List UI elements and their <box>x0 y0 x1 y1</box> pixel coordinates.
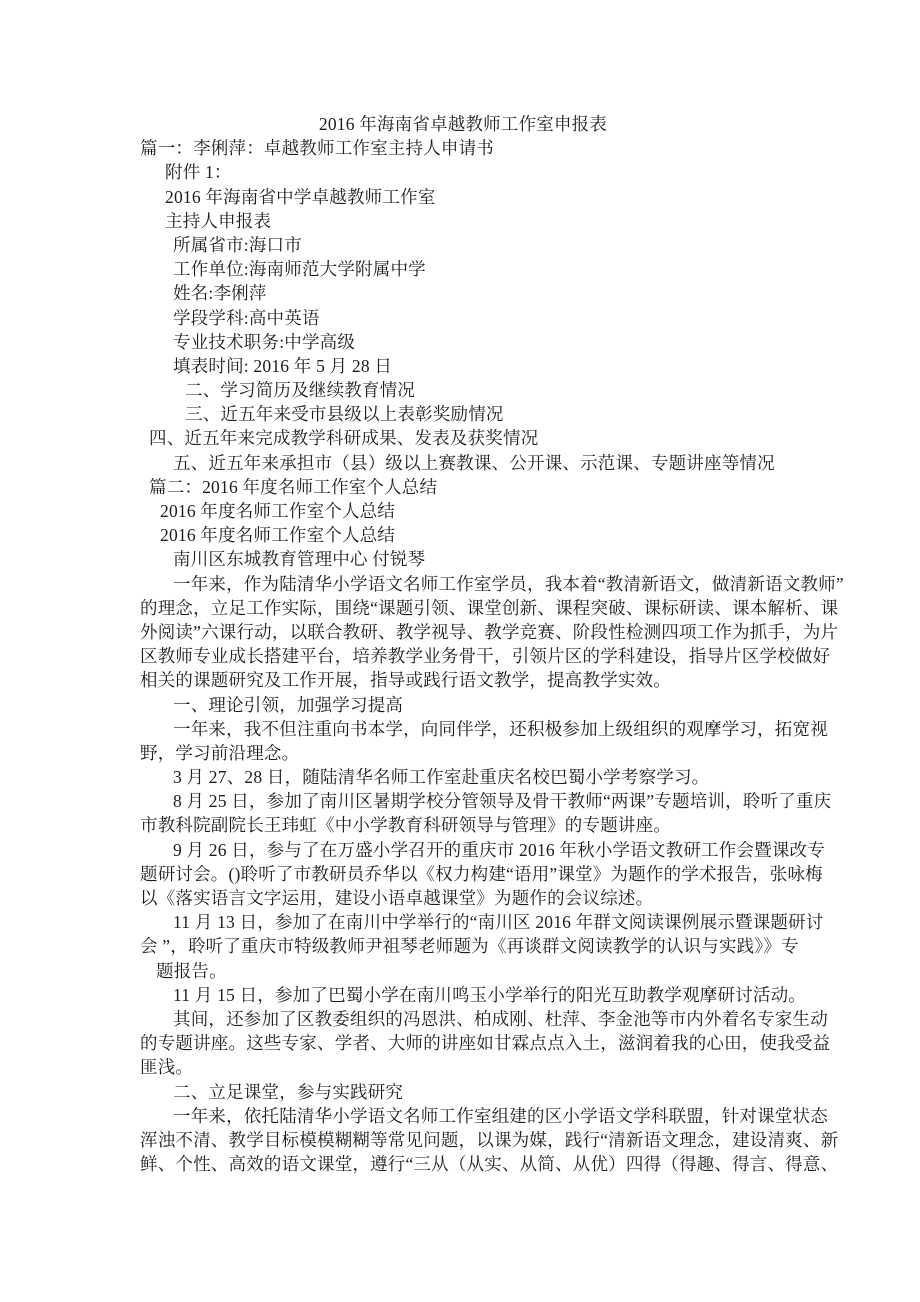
text-line: 2016 年度名师工作室个人总结 <box>160 501 396 521</box>
text-line: 匪浅。 <box>140 1057 194 1078</box>
text-line: 浑浊不清、教学目标模模糊糊等常见问题，以课为媒，践行“清新语文理念，建设清爽、新 <box>140 1129 839 1150</box>
text-line: 填表时间: 2016 年 5 月 28 日 <box>173 355 393 376</box>
text-line: 学段学科:高中英语 <box>173 307 320 328</box>
text-line: 专业技术职务:中学高级 <box>173 331 356 352</box>
text-line: 会 ”，聆听了重庆市特级教师尹祖琴老师题为《再谈群文阅读教学的认识与实践》》专 <box>140 936 799 957</box>
text-line: 相关的课题研究及工作开展，指导或践行语文教学，提高教学实效。 <box>140 670 671 691</box>
text-line: 区教师专业成长搭建平台，培养教学业务骨干，引领片区的学科建设，指导片区学校做好 <box>140 646 831 667</box>
document-title: 2016 年海南省卓越教师工作室申报表 <box>318 114 608 134</box>
text-line: 一年来，作为陆清华小学语文名师工作室学员，我本着“教清新语文，做清新语文教师” <box>173 573 844 594</box>
text-line: 五、近五年来承担市（县）级以上赛教课、公开课、示范课、专题讲座等情况 <box>173 452 775 473</box>
text-line: 野，学习前沿理念。 <box>140 742 300 763</box>
text-line: 主持人申报表 <box>165 210 272 231</box>
text-line: 的专题讲座。这些专家、学者、大师的讲座如甘霖点点入土，滋润着我的心田，使我受益 <box>140 1033 831 1054</box>
text-line: 市教科院副院长王玮虹《中小学教育科研领导与管理》的专题讲座。 <box>140 815 671 836</box>
text-line: 的理念，立足工作实际，围绕“课题引领、课堂创新、课程突破、课标研读、课本解析、课 <box>140 597 839 618</box>
text-line: 以《落实语言文字运用，建设小语卓越课堂》为题作的会议综述。 <box>140 888 654 908</box>
text-line: 题报告。 <box>156 960 227 981</box>
text-line: 其间，还参加了区教委组织的冯恩洪、柏成刚、杜萍、李金池等市内外着名专家生动 <box>173 1008 828 1029</box>
text-line: 2016 年度名师工作室个人总结 <box>160 525 396 546</box>
text-line: 一、理论引领，加强学习提高 <box>173 694 404 715</box>
text-line: 8 月 25 日，参加了南川区暑期学校分管领导及骨干教师“两课”专题培训，聆听了重庆 <box>173 791 832 812</box>
text-line: 9 月 26 日，参与了在万盛小学召开的重庆市 2016 年秋小学语文教研工作会暨课改专 <box>173 839 825 860</box>
text-line: 附件 1： <box>165 162 232 183</box>
document-body <box>140 112 844 1176</box>
text-line: 一年来，我不但注重向书本学，向同伴学，还积极参加上级组织的观摩学习，拓宽视 <box>173 718 828 739</box>
text-line: 11 月 13 日，参加了在南川中学举行的“南川区 2016 年群文阅读课例展示暨课题研讨 <box>173 912 824 933</box>
text-line: 四、近五年来完成教学科研成果、发表及获奖情况 <box>149 428 539 449</box>
text-line: 一年来，依托陆清华小学语文名师工作室组建的区小学语文学科联盟，针对课堂状态 <box>173 1105 828 1126</box>
text-line: 姓名:李俐萍 <box>173 283 267 304</box>
text-line: 鲜、个性、高效的语文课堂，遵行“三从（从实、从简、从优）四得（得趣、得言、得意、 <box>140 1154 839 1175</box>
text-line: 题研讨会。()聆听了市教研员乔华以《权力构建“语用”课堂》为题作的学术报告，张咏梅 <box>140 863 823 884</box>
text-line: 外阅读”六课行动，以联合教研、教学视导、教学竞赛、阶段性检测四项工作为抓手，为片 <box>140 621 839 642</box>
text-line: 二、立足课堂，参与实践研究 <box>173 1081 404 1102</box>
text-line: 篇一：李俐萍：卓越教师工作室主持人申请书 <box>140 138 494 159</box>
text-line: 篇二：2016 年度名师工作室个人总结 <box>149 476 438 497</box>
text-line: 工作单位:海南师范大学附属中学 <box>173 259 426 280</box>
text-line: 二、学习简历及继续教育情况 <box>185 380 416 401</box>
text-line: 2016 年海南省中学卓越教师工作室 <box>165 186 436 207</box>
text-line: 所属省市:海口市 <box>173 234 302 255</box>
text-line: 11 月 15 日，参加了巴蜀小学在南川鸣玉小学举行的阳光互助教学观摩研讨活动。 <box>173 984 806 1005</box>
text-line: 南川区东城教育管理中心 付锐琴 <box>173 549 426 570</box>
text-line: 3 月 27、28 日，随陆清华名师工作室赴重庆名校巴蜀小学考察学习。 <box>173 767 710 788</box>
text-line: 三、近五年来受市县级以上表彰奖励情况 <box>185 404 504 425</box>
